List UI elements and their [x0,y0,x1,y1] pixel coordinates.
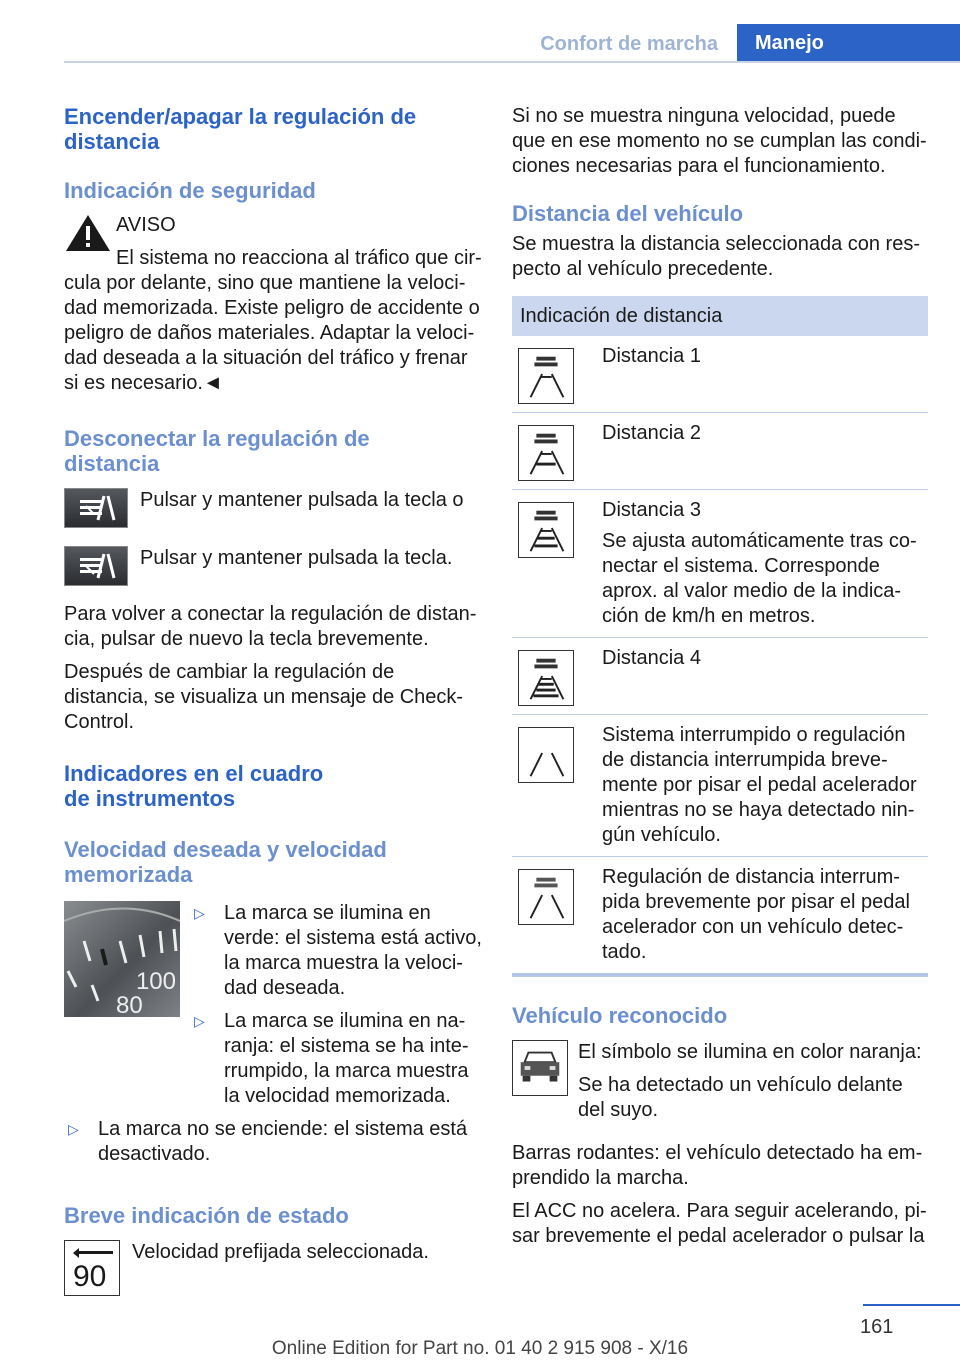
distance-table [512,296,928,977]
edition-line: Online Edition for Part no. 01 40 2 915 908 - X/16 [271,1338,689,1359]
check-control-paragraph: Después de cambiar la regulación de distancia, se visualiza un mensaje de Check-Control. [64,661,464,733]
table-header: Indicación de distancia [512,296,928,336]
table-row [512,490,928,638]
table-row [512,715,928,857]
bullet-triangle-icon: ▷ [194,905,205,921]
button-1-text: Pulsar y mantener pulsada la tecla o [140,489,464,511]
button-2-text: Pulsar y mantener pulsada la tecla. [140,547,453,569]
left-column [64,104,482,1296]
row-label: Distancia 3 [602,499,701,521]
reconnect-paragraph: Para volver a conectar la regulación de distan-cia, pulsar de nuevo la tecla brevemente. [64,603,477,650]
row-label: Distancia 1 [602,345,701,367]
table-row [512,857,928,977]
heading-vehicle-detected: Vehículo reconocido [512,1003,728,1028]
distance-3-icon [518,502,574,558]
warning-title: AVISO [116,214,176,236]
heading-safety: Indicación de seguridad [64,178,316,203]
vehicle-text-1: El símbolo se ilumina en color naranja: [578,1041,922,1063]
button-row-1 [64,488,482,528]
heading-brief: Breve indicación de estado [64,1203,349,1228]
distance-4-icon [518,650,574,706]
heading-indicators: Indicadores en el cuadro de instrumentos [64,761,324,811]
heading-enable-distance: Encender/apagar la regulación de distancia [64,104,417,154]
table-row [512,336,928,413]
list-item: ▷ La marca no se enciende: el sistema está desactivado. [64,1117,482,1167]
heading-vehicle-distance: Distancia del vehículo [512,201,744,226]
list-item: ▷ La marca se ilumina en na-ranja: el sistema se ha inte-rrumpido, la marca muestra la velocidad memorizada. [190,1009,482,1109]
vehicle-text-2: Se ha detectado un vehículo delante del suyo. [578,1074,903,1121]
speedometer-image [64,901,180,1017]
set-speed-value: 90 [73,1260,107,1293]
distance-button-icon [64,488,128,528]
car-icon [512,1040,568,1096]
speedo-block [64,901,482,1109]
brief-block [64,1240,482,1296]
warning-icon [64,213,116,253]
table-row [512,413,928,490]
row-extra: Se ajusta automáticamente tras co-nectar el sistema. Corresponde aprox. al valor medio de la indica-ción de km/h en metros. [602,530,917,627]
header-divider [64,61,960,63]
footer-divider [863,1304,960,1306]
bullet-triangle-icon: ▷ [68,1121,79,1137]
brief-text: Velocidad prefijada seleccionada. [132,1241,429,1263]
distance-2-icon [518,425,574,481]
interrupted-vehicle-icon [518,869,574,925]
distance-button-alt-icon [64,546,128,586]
distance-1-icon [518,348,574,404]
button-row-2 [64,546,482,586]
warning-text-first: El sistema no reacciona al tráfico que cir- [116,247,482,269]
bullet-triangle-icon: ▷ [194,1013,205,1029]
acc-paragraph: El ACC no acelera. Para seguir acelerando, pi-sar brevemente el pedal acelerador o pulsar la [512,1200,927,1247]
row-label: Regulación de distancia interrum-pida brevemente por pisar el pedal acelerador con un vehículo detec-tado. [602,866,910,963]
heading-disconnect: Desconectar la regulación de distancia [64,426,370,476]
heading-speed: Velocidad deseada y velocidad memorizada [64,837,387,887]
speedo-label-100: 100 [135,968,176,995]
list-item: ▷ La marca se ilumina en verde: el sistema está activo, la marca muestra la veloci-dad deseada. [190,901,482,1001]
distance-paragraph: Se muestra la distancia seleccionada con res-pecto al vehículo precedente. [512,233,920,280]
warning-text: cula por delante, sino que mantiene la veloci-dad memorizada. Existe peligro de accidente o peligro de daños materiales. Adaptar la veloci-dad deseada a la situación del tráfico y frenar si es necesario.◄ [64,272,480,394]
table-row [512,638,928,715]
bars-paragraph: Barras rodantes: el vehículo detectado ha em-prendido la marcha. [512,1142,923,1189]
warning-block [64,213,482,396]
row-label: Distancia 4 [602,647,701,669]
speedo-label-80: 80 [116,992,143,1017]
intro-paragraph: Si no se muestra ninguna velocidad, puede que en ese momento no se cumplan las condi-ciones necesarias para el funcionamiento. [512,105,927,177]
header-chapter-tab[interactable]: Manejo [737,24,960,62]
page-number: 161 [860,1316,894,1338]
right-column [512,104,928,1249]
row-label: Distancia 2 [602,422,701,444]
set-speed-icon [64,1240,120,1296]
header-section-tab[interactable]: Confort de marcha [540,32,718,55]
row-label: Sistema interrumpido o regulación de distancia interrumpida breve-mente por pisar el pedal acelerador mientras no se haya detectado nin-gún vehículo. [602,724,917,846]
vehicle-block [512,1040,928,1123]
interrupted-icon [518,727,574,783]
speedo-bullets [190,901,482,1109]
